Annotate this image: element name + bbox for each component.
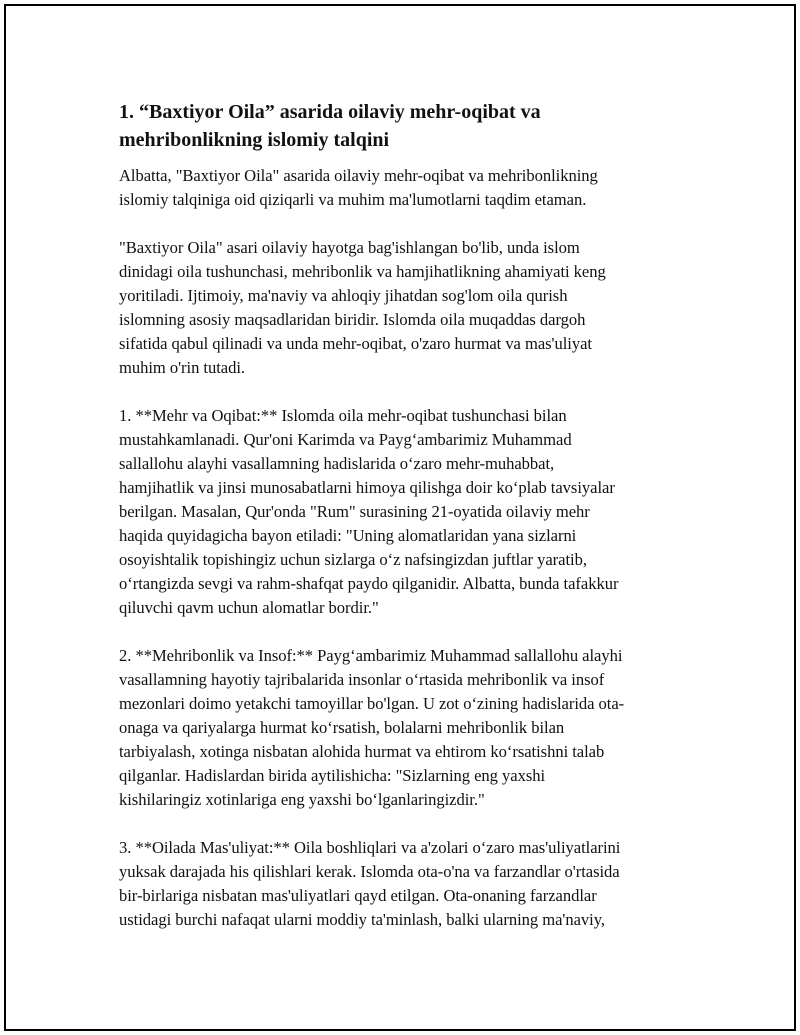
overview-paragraph bbox=[119, 236, 691, 380]
text-line: 1. **Mehr va Oqibat:** Islomda oila mehr-oqibat tushunchasi bilan bbox=[119, 406, 567, 425]
text-line: yuksak darajada his qilishlari kerak. Islomda ota-o'na va farzandlar o'rtasida bbox=[119, 862, 620, 881]
heading-line: 1. “Baxtiyor Oila” asarida oilaviy mehr-oqibat va bbox=[119, 101, 541, 123]
text-line: osoyishtalik topishingiz uchun sizlarga o‘z nafsingizdan juftlar yaratib, bbox=[119, 550, 587, 569]
text-line: 2. **Mehribonlik va Insof:** Payg‘ambarimiz Muhammad sallallohu alayhi bbox=[119, 646, 623, 665]
point-3-paragraph bbox=[119, 836, 691, 932]
text-line: "Baxtiyor Oila" asari oilaviy hayotga bag'ishlangan bo'lib, unda islom bbox=[119, 238, 580, 257]
text-line: qiluvchi qavm uchun alomatlar bordir." bbox=[119, 598, 379, 617]
text-line: qilganlar. Hadislardan birida aytilishicha: "Sizlarning eng yaxshi bbox=[119, 766, 546, 785]
text-line: Albatta, "Baxtiyor Oila" asarida oilaviy mehr-oqibat va mehribonlikning bbox=[119, 166, 598, 185]
document-heading bbox=[119, 98, 691, 154]
text-line: kishilaringiz xotinlariga eng yaxshi bo‘lganlaringizdir." bbox=[119, 790, 485, 809]
text-line: 3. **Oilada Mas'uliyat:** Oila boshliqlari va a'zolari o‘zaro mas'uliyatlarini bbox=[119, 838, 621, 857]
heading-line: mehribonlikning islomiy talqini bbox=[119, 129, 390, 151]
text-line: mezonlari doimo yetakchi tamoyillar bo'lgan. U zot o‘zining hadislarida ota- bbox=[119, 694, 625, 713]
text-line: islomning asosiy maqsadlaridan biridir. Islomda oila muqaddas dargoh bbox=[119, 310, 586, 329]
text-line: mustahkamlanadi. Qur'oni Karimda va Payg‘ambarimiz Muhammad bbox=[119, 430, 572, 449]
point-1-paragraph bbox=[119, 404, 691, 620]
point-2-paragraph bbox=[119, 644, 691, 812]
text-line: onaga va qariyalarga hurmat ko‘rsatish, bolalarni mehribonlik bilan bbox=[119, 718, 565, 737]
text-line: berilgan. Masalan, Qur'onda "Rum" surasining 21-oyatida oilaviy mehr bbox=[119, 502, 590, 521]
text-line: tarbiyalash, xotinga nisbatan alohida hurmat va ehtirom ko‘rsatishni talab bbox=[119, 742, 605, 761]
text-line: islomiy talqiniga oid qiziqarli va muhim ma'lumotlarni taqdim etaman. bbox=[119, 190, 587, 209]
intro-paragraph bbox=[119, 164, 691, 212]
text-line: sifatida qabul qilinadi va unda mehr-oqibat, o'zaro hurmat va mas'uliyat bbox=[119, 334, 592, 353]
text-line: bir-birlariga nisbatan mas'uliyatlari qayd etilgan. Ota-onaning farzandlar bbox=[119, 886, 597, 905]
text-line: dinidagi oila tushunchasi, mehribonlik va hamjihatlikning ahamiyati keng bbox=[119, 262, 606, 281]
text-line: yoritiladi. Ijtimoiy, ma'naviy va ahloqiy jihatdan sog'lom oila qurish bbox=[119, 286, 568, 305]
text-line: hamjihatlik va jinsi munosabatlarni himoya qilishga doir ko‘plab tavsiyalar bbox=[119, 478, 615, 497]
text-line: vasallamning hayotiy tajribalarida insonlar o‘rtasida mehribonlik va insof bbox=[119, 670, 605, 689]
text-line: sallallohu alayhi vasallamning hadislarida o‘zaro mehr-muhabbat, bbox=[119, 454, 555, 473]
document-body bbox=[119, 98, 691, 956]
page-frame bbox=[4, 4, 796, 1031]
text-line: haqida quyidagicha bayon etiladi: "Uning alomatlaridan yana sizlarni bbox=[119, 526, 577, 545]
text-line: o‘rtangizda sevgi va rahm-shafqat paydo qilganidir. Albatta, bunda tafakkur bbox=[119, 574, 619, 593]
text-line: muhim o'rin tutadi. bbox=[119, 358, 246, 377]
text-line: ustidagi burchi nafaqat ularni moddiy ta'minlash, balki ularning ma'naviy, bbox=[119, 910, 605, 929]
